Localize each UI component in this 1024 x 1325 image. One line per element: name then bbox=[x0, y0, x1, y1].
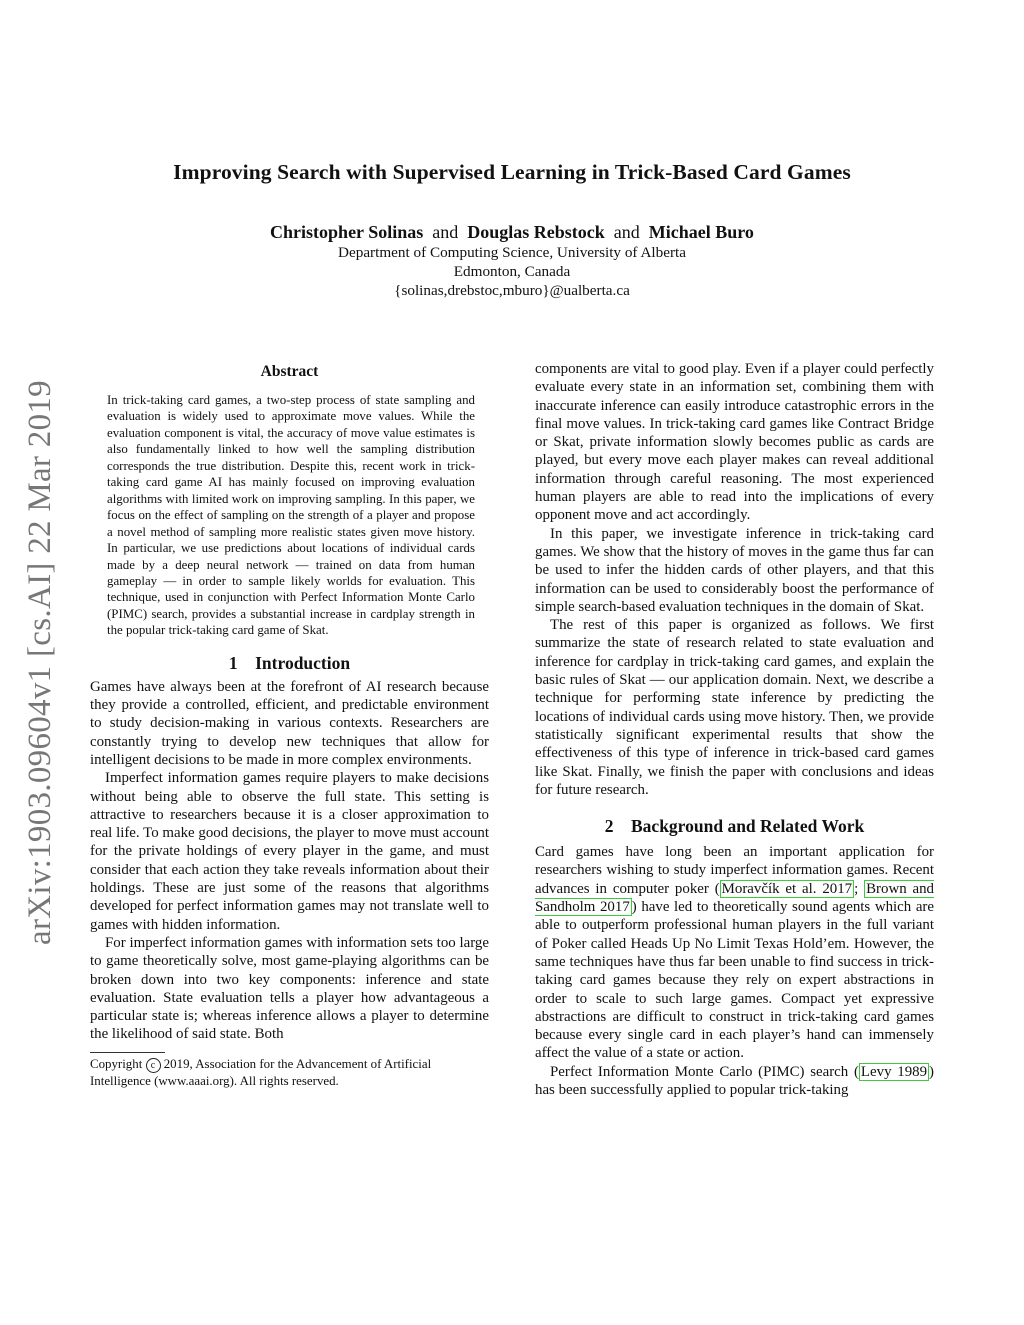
author-3: Michael Buro bbox=[648, 222, 754, 242]
footnote-rule bbox=[90, 1052, 165, 1053]
affiliation bbox=[0, 243, 1024, 300]
citation-link[interactable]: Levy 1989 bbox=[860, 1063, 928, 1080]
section-title: Introduction bbox=[255, 652, 351, 673]
left-column bbox=[90, 363, 489, 1090]
copyright-symbol-icon: c bbox=[146, 1058, 161, 1073]
section-number: 2 bbox=[604, 816, 614, 837]
copyright-footnote: Copyright c 2019, Association for the Advancement of Artificial Intelligence (www.aaai.org). All rights reserved. bbox=[90, 1056, 432, 1088]
author-separator: and bbox=[613, 222, 640, 242]
affiliation-department: Department of Computing Science, University of Alberta bbox=[338, 244, 686, 261]
affiliation-city: Edmonton, Canada bbox=[453, 263, 571, 280]
author-list bbox=[0, 222, 1024, 243]
paragraph: components are vital to good play. Even if a player could perfectly evaluate every state in an information set, combining them with inaccurate inference can easily introduce catastrophic errors in the final move values. In trick-taking card games like Contract Bridge or Skat, private information slowly becomes public as cards are played, but every move each player makes can reveal additional information through careful reasoning. The most experienced human players are able to read into the implications of every opponent move and act accordingly. bbox=[535, 361, 934, 524]
section-title: Background and Related Work bbox=[631, 816, 865, 837]
section-heading-background bbox=[535, 816, 934, 837]
paragraph: Perfect Information Monte Carlo (PIMC) search ( Levy 1989 ) has been successfully applied to popular trick-taking bbox=[535, 1063, 934, 1098]
citation-link[interactable]: Moravčík et al. 2017 bbox=[721, 880, 853, 897]
paragraph: In this paper, we investigate inference in trick-taking card games. We show that the history of moves in the game thus far can be used to infer the hidden cards of other players, and that this information can be used to considerably boost the performance of simple search-based evaluation techniques in the domain of Skat. bbox=[535, 525, 934, 615]
abstract-heading: Abstract bbox=[260, 363, 319, 380]
affiliation-email: {solinas,drebstoc,mburo}@ualberta.ca bbox=[394, 282, 630, 299]
right-column bbox=[535, 360, 934, 1099]
paragraph: Imperfect information games require players to make decisions without being able to observe the full state. This setting is attractive to researchers because it is a closer approximation to real life. To make good decisions, the player to move must account for the private holdings of every player in the game, and must consider that each action they take reveals information about their holdings. These are just some of the reasons that algorithms developed for perfect information games may not translate well to games with hidden information. bbox=[90, 770, 489, 933]
paper-title: Improving Search with Supervised Learning in Trick-Based Card Games bbox=[173, 160, 851, 184]
section-number: 1 bbox=[228, 652, 238, 673]
author-1: Christopher Solinas bbox=[270, 222, 424, 242]
author-2: Douglas Rebstock bbox=[467, 222, 605, 242]
paragraph: Games have always been at the forefront of AI research because they provide a controlled, efficient, and predictable environment to study decision-making in various contexts. Researchers are constantly trying to develop new techniques that allow for intelligent decisions to be made in more complex environments. bbox=[90, 678, 489, 768]
paragraph: The rest of this paper is organized as follows. We first summarize the state of research related to state evaluation and inference for cardplay in trick-taking card games, and explain the basic rules of Skat — our application domain. Next, we describe a technique for performing state inference by predicting the locations of individual cards using move history. Then, we provide statistically significant experimental results that show the effectiveness of this type of inference in trick-based card games like Skat. Finally, we finish the paper with conclusions and ideas for future research. bbox=[535, 617, 934, 798]
paragraph: Card games have long been an important application for researchers wishing to study imperfect information games. Recent advances in computer poker ( Moravčík et al. 2017 ; Brown and Sandholm 2017 ) have led to theoretically sound agents which are able to outperform professional human players in the full variant of Poker called Heads Up No Limit Texas Hold’em. However, the same techniques have thus far been unable to find success in trick-taking card games because they rely on expert abstractions in order to scale to such large games. Compact yet expressive abstractions are difficult to construct in trick-taking card games because every single card in each player’s hand can immensely affect the value of a state or action. bbox=[535, 844, 934, 1062]
paragraph: For imperfect information games with information sets too large to game theoretically solve, most game-playing algorithms can be broken down into two key components: inference and state evaluation. State evaluation tells a player how advantageous a particular state is; whereas inference allows a player to determine the likelihood of said state. Both bbox=[90, 934, 489, 1043]
abstract-text: In trick-taking card games, a two-step process of state sampling and evaluation is widely used to approximate move values. While the evaluation component is vital, the accuracy of move value estimates is also fundamentally linked to how well the sampling distribution corresponds the true distribution. Despite this, recent work in trick-taking card game AI has mainly focused on improving evaluation algorithms with limited work on improving sampling. In this paper, we focus on the effect of sampling on the strength of a player and propose a novel method of sampling more realistic states given move history. In particular, we use predictions about locations of individual cards made by a deep neural network — trained on data from human gameplay — in order to sample likely worlds for evaluation. This technique, used in conjunction with Perfect Information Monte Carlo (PIMC) search, provides a substantial increase in cardplay strength in the popular trick-taking card game of Skat. bbox=[107, 393, 475, 638]
section-heading-introduction bbox=[90, 653, 489, 674]
arxiv-stamp: arXiv:1903.09604v1 [cs.AI] 22 Mar 2019 bbox=[22, 380, 58, 945]
author-separator: and bbox=[432, 222, 459, 242]
citation-link[interactable]: Brown and Sandholm 2017 bbox=[535, 880, 934, 916]
